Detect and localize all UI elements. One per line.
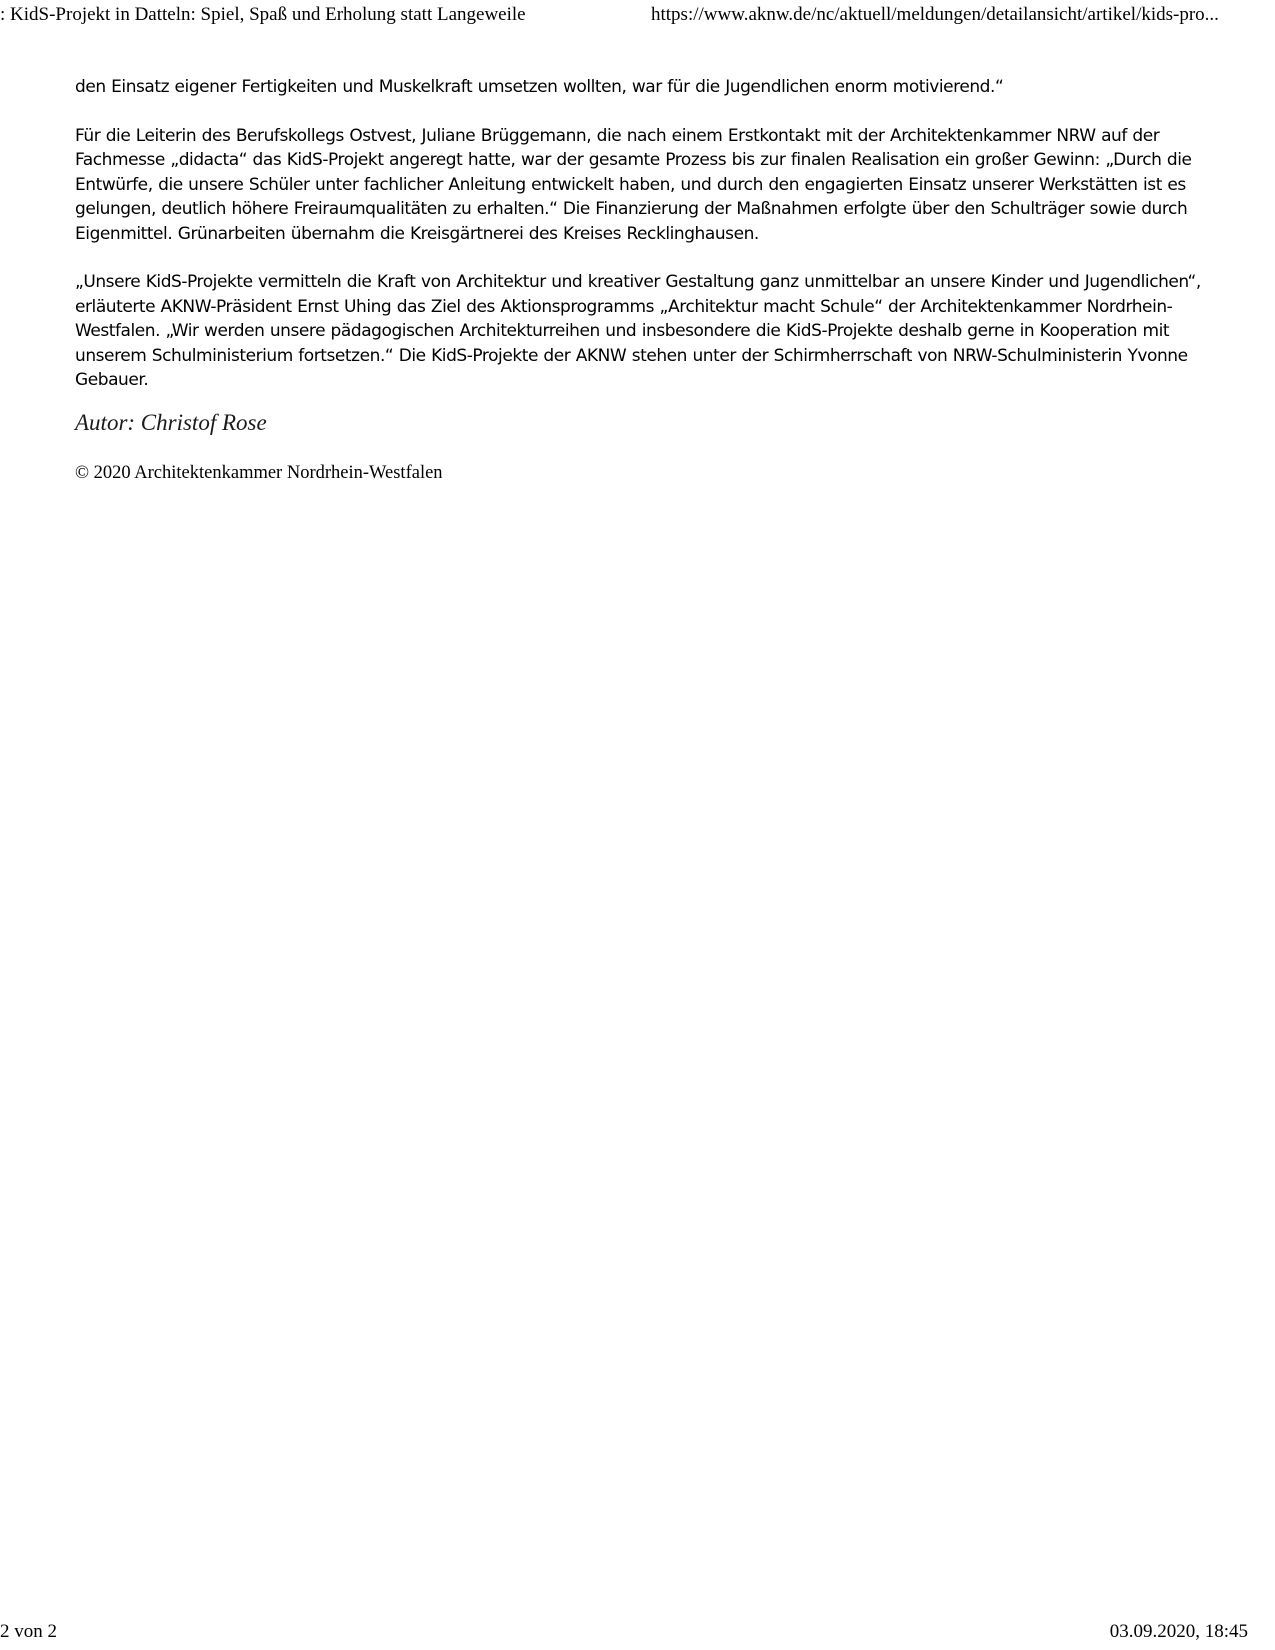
page-title: : KidS-Projekt in Datteln: Spiel, Spaß und Erholung statt Langeweile <box>0 4 526 25</box>
print-header <box>0 3 1275 27</box>
copyright-notice: © 2020 Architektenkammer Nordrhein-Westfalen <box>75 462 443 483</box>
page-number: 2 von 2 <box>0 1621 57 1642</box>
article-paragraph-3: „Unsere KidS-Projekte vermitteln die Kraft von Architektur und kreativer Gestaltung ganz unmittelbar an unsere Kinder und Jugendlichen“, erläuterte AKNW-Präsident Ernst Uhing das Ziel des Aktionsprogramms „Architektur macht Schule“ der Architektenkammer Nordrhein-Westfalen. „Wir werden unsere pädagogischen Architekturreihen und insbesondere die KidS-Projekte deshalb gerne in Kooperation mit unserem Schulministerium fortsetzen.“ Die KidS-Projekte der AKNW stehen unter der Schirmherrschaft von NRW-Schulministerin Yvonne Gebauer. <box>75 272 1201 390</box>
print-footer <box>0 1620 1275 1644</box>
article-body <box>75 75 1205 485</box>
print-datetime: 03.09.2020, 18:45 <box>1109 1621 1248 1642</box>
article-paragraph-2: Für die Leiterin des Berufskollegs Ostvest, Juliane Brüggemann, die nach einem Erstkontakt mit der Architektenkammer NRW auf der Fachmesse „didacta“ das KidS-Projekt angeregt hatte, war der gesamte Prozess bis zur finalen Realisation ein großer Gewinn: „Durch die Entwürfe, die unsere Schüler unter fachlicher Anleitung entwickelt haben, und durch den engagierten Einsatz unserer Werkstätten ist es gelungen, deutlich höhere Freiraumqualitäten zu erhalten.“ Die Finanzierung der Maßnahmen erfolgte über den Schulträger sowie durch Eigenmittel. Grünarbeiten übernahm die Kreisgärtnerei des Kreises Recklinghausen. <box>75 125 1192 244</box>
article-paragraph-1: den Einsatz eigener Fertigkeiten und Muskelkraft umsetzen wollten, war für die Jugendlichen enorm motivierend.“ <box>75 77 1004 97</box>
page-url: https://www.aknw.de/nc/aktuell/meldungen/detailansicht/artikel/kids-pro... <box>651 4 1219 25</box>
article-author: Autor: Christof Rose <box>75 409 267 435</box>
